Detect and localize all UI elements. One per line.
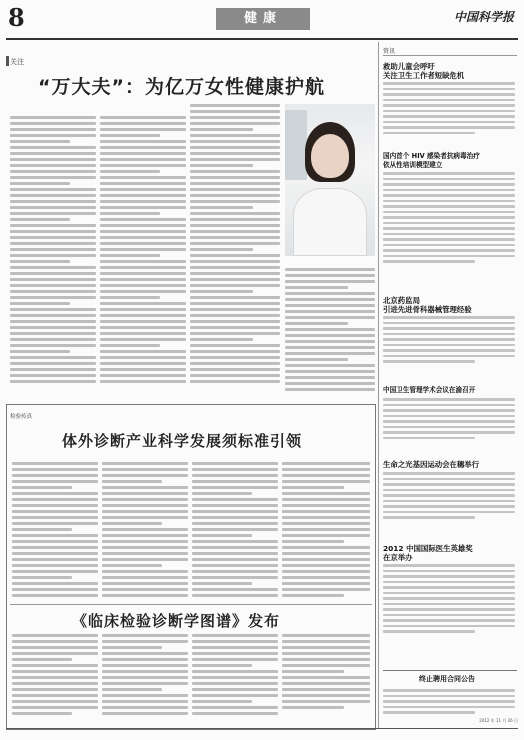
lead-column-2 bbox=[100, 116, 186, 398]
doctor-portrait-photo bbox=[285, 104, 375, 256]
box-headline: 体外诊断产业科学发展须标准引领 bbox=[62, 432, 303, 450]
lab-equipment bbox=[285, 110, 307, 180]
sidebar-body-5 bbox=[383, 472, 515, 538]
sidebar-headline-5: 生命之光基因运动会在穗举行 bbox=[383, 460, 480, 469]
footer-rule bbox=[6, 728, 518, 729]
sidebar-headline-2: 国内首个 HIV 感染者抗病毒治疗 依从性培训模型建立 bbox=[383, 152, 480, 169]
box-section-tag: 检验传真 bbox=[10, 414, 33, 420]
box2-column-1 bbox=[12, 634, 98, 722]
masthead-rule bbox=[6, 38, 518, 40]
portrait-face bbox=[311, 134, 349, 178]
sidebar-body-3 bbox=[383, 316, 515, 382]
sidebar-headline-4: 中国卫生管理学术会议在渝召开 bbox=[383, 386, 476, 394]
sidebar-headline-6: 2012 中国国际医生英雄奖 在京举办 bbox=[383, 544, 473, 562]
column-divider bbox=[378, 42, 379, 728]
sidebar-tag: 资讯 bbox=[383, 48, 396, 55]
lead-kicker: 关注 bbox=[10, 58, 24, 66]
page-number: 8 bbox=[8, 3, 25, 32]
sidebar-headline-3: 北京药监局 引进先进骨科器械管理经验 bbox=[383, 296, 472, 314]
lead-column-3 bbox=[190, 104, 280, 398]
issue-date: 2012 年 11 月 26 日 bbox=[479, 718, 518, 723]
portrait-lab-coat bbox=[293, 188, 367, 256]
section-banner: 健康 bbox=[216, 8, 310, 30]
sidebar-headline-1: 救助儿童会呼吁 关注卫生工作者短缺危机 bbox=[383, 62, 465, 80]
sidebar-body-2 bbox=[383, 172, 515, 290]
box-column-1 bbox=[12, 462, 98, 602]
sidebar-body-6 bbox=[383, 564, 515, 664]
notice-box bbox=[383, 670, 517, 724]
box2-column-4 bbox=[282, 634, 370, 722]
lead-column-4 bbox=[285, 268, 375, 398]
box2-column-3 bbox=[192, 634, 278, 722]
box-headline-2: 《临床检验诊断学图谱》发布 bbox=[72, 612, 281, 630]
lead-column-1 bbox=[10, 116, 96, 398]
sidebar-body-1 bbox=[383, 82, 515, 148]
sidebar-body-4 bbox=[383, 398, 515, 454]
box2-column-2 bbox=[102, 634, 188, 722]
masthead bbox=[6, 4, 518, 38]
lead-headline: “万大夫”：为亿万女性健康护航 bbox=[38, 76, 325, 98]
sidebar-rule bbox=[383, 55, 517, 56]
paper-logo: 中国科学报 bbox=[453, 10, 514, 24]
notice-headline: 终止聘用合同公告 bbox=[419, 675, 475, 683]
box-inner-rule bbox=[10, 604, 372, 605]
box-column-4 bbox=[282, 462, 370, 602]
kicker-marker bbox=[6, 56, 9, 66]
box-column-2 bbox=[102, 462, 188, 602]
box-column-3 bbox=[192, 462, 278, 602]
